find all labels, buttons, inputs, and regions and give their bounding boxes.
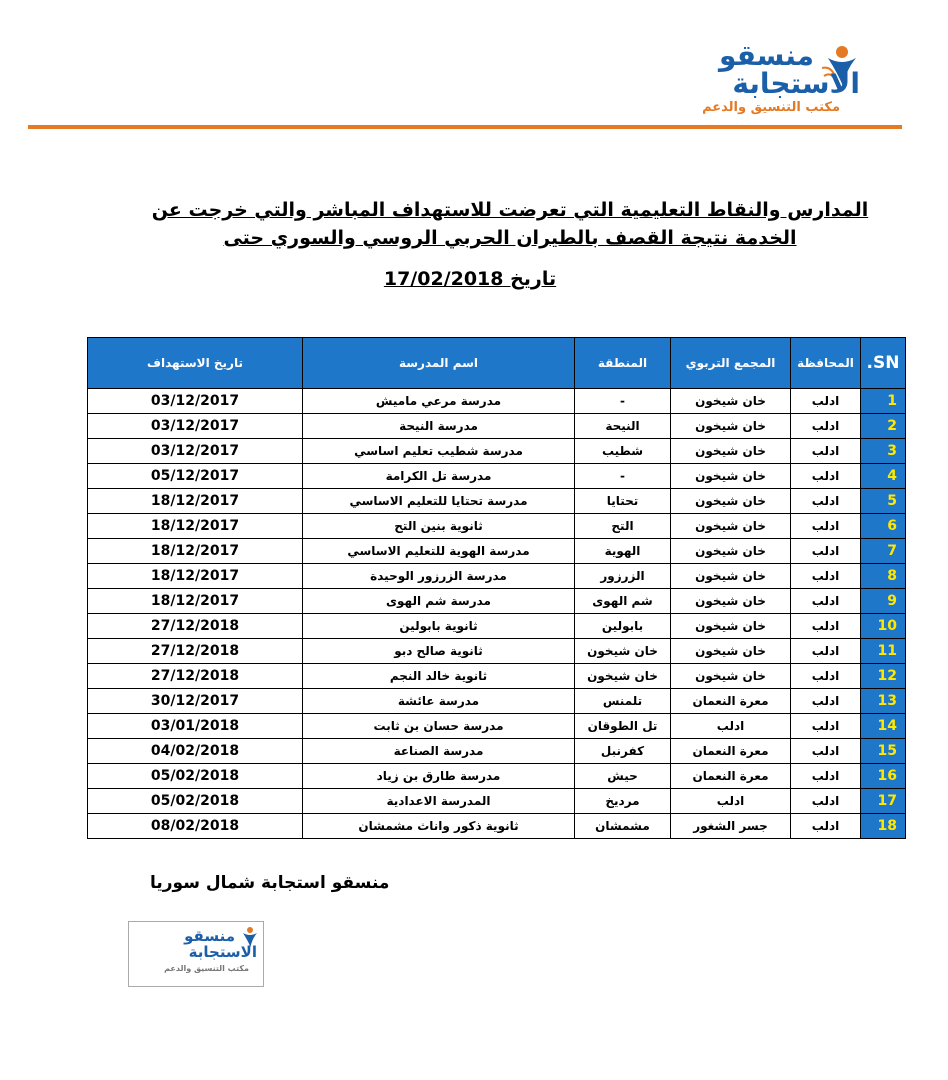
cell-area: كفرنبل: [575, 739, 671, 764]
cell-sn: 12: [861, 664, 906, 689]
cell-complex: خان شيخون: [671, 614, 791, 639]
logo-name-line1: منسقو: [719, 39, 814, 72]
cell-school: ثانوية صالح دبو: [303, 639, 575, 664]
cell-complex: خان شيخون: [671, 564, 791, 589]
cell-date: 05/12/2017: [88, 464, 303, 489]
footer-text: منسقو استجابة شمال سوريا: [150, 873, 390, 893]
cell-sn: 18: [861, 814, 906, 839]
cell-complex: خان شيخون: [671, 414, 791, 439]
cell-date: 18/12/2017: [88, 514, 303, 539]
cell-school: مدرسة الصناعة: [303, 739, 575, 764]
table-row: [88, 414, 906, 439]
cell-governorate: ادلب: [791, 414, 861, 439]
table-row: [88, 664, 906, 689]
cell-area: الهوية: [575, 539, 671, 564]
page-title: [120, 196, 900, 252]
cell-area: تحتايا: [575, 489, 671, 514]
table-row: [88, 514, 906, 539]
cell-complex: خان شيخون: [671, 489, 791, 514]
header-governorate: المحافظة: [791, 338, 861, 389]
cell-sn: 5: [861, 489, 906, 514]
cell-date: 03/01/2018: [88, 714, 303, 739]
logo-subtitle: مكتب التنسيق والدعم: [702, 100, 840, 115]
cell-governorate: ادلب: [791, 639, 861, 664]
cell-area: خان شيخون: [575, 664, 671, 689]
cell-complex: خان شيخون: [671, 639, 791, 664]
table-header-row: [88, 338, 906, 389]
cell-complex: ادلب: [671, 714, 791, 739]
title-line-2: الخدمة نتيجة القصف بالطيران الحربي الروسي والسوري حتى: [223, 227, 797, 249]
cell-area: حيش: [575, 764, 671, 789]
table-row: [88, 614, 906, 639]
cell-governorate: ادلب: [791, 464, 861, 489]
cell-sn: 11: [861, 639, 906, 664]
cell-complex: خان شيخون: [671, 464, 791, 489]
cell-date: 27/12/2018: [88, 639, 303, 664]
table-row: [88, 689, 906, 714]
bottom-logo-name-line2: الاستجابة: [188, 943, 257, 961]
schools-table: [87, 337, 906, 839]
cell-governorate: ادلب: [791, 439, 861, 464]
cell-area: -: [575, 389, 671, 414]
top-logo: [690, 39, 860, 118]
cell-governorate: ادلب: [791, 614, 861, 639]
cell-date: 27/12/2018: [88, 614, 303, 639]
cell-sn: 6: [861, 514, 906, 539]
cell-sn: 14: [861, 714, 906, 739]
table-row: [88, 464, 906, 489]
cell-sn: 4: [861, 464, 906, 489]
cell-area: شم الهوى: [575, 589, 671, 614]
table-row: [88, 739, 906, 764]
title-date-line: تاريخ 17/02/2018: [383, 268, 557, 290]
cell-school: مدرسة حسان بن ثابت: [303, 714, 575, 739]
cell-complex: ادلب: [671, 789, 791, 814]
cell-sn: 15: [861, 739, 906, 764]
cell-sn: 7: [861, 539, 906, 564]
cell-complex: خان شيخون: [671, 439, 791, 464]
bottom-logo-name-line1: منسقو: [184, 927, 235, 945]
cell-school: مدرسة تحتايا للتعليم الاساسي: [303, 489, 575, 514]
cell-date: 30/12/2017: [88, 689, 303, 714]
cell-area: النيحة: [575, 414, 671, 439]
cell-date: 18/12/2017: [88, 589, 303, 614]
cell-governorate: ادلب: [791, 389, 861, 414]
cell-school: ثانوية خالد النجم: [303, 664, 575, 689]
cell-sn: 13: [861, 689, 906, 714]
table-row: [88, 439, 906, 464]
table-row: [88, 489, 906, 514]
cell-date: 03/12/2017: [88, 389, 303, 414]
cell-date: 18/12/2017: [88, 539, 303, 564]
cell-school: مدرسة النيحة: [303, 414, 575, 439]
table-row: [88, 389, 906, 414]
header-complex: المجمع التربوي: [671, 338, 791, 389]
table-row: [88, 639, 906, 664]
cell-area: التح: [575, 514, 671, 539]
cell-governorate: ادلب: [791, 689, 861, 714]
cell-date: 03/12/2017: [88, 439, 303, 464]
title-line-1: المدارس والنقاط التعليمية التي تعرضت للاستهداف المباشر والتي خرجت عن: [151, 199, 869, 221]
cell-area: تلمنس: [575, 689, 671, 714]
cell-school: ثانوية بنين التح: [303, 514, 575, 539]
table-row: [88, 789, 906, 814]
logo-name-line2: الاستجابة: [732, 67, 860, 100]
cell-school: مدرسة الهوية للتعليم الاساسي: [303, 539, 575, 564]
cell-school: مدرسة عائشة: [303, 689, 575, 714]
cell-area: خان شيخون: [575, 639, 671, 664]
cell-date: 27/12/2018: [88, 664, 303, 689]
cell-area: بابولين: [575, 614, 671, 639]
cell-school: مدرسة مرعي ماميش: [303, 389, 575, 414]
table-row: [88, 764, 906, 789]
cell-complex: خان شيخون: [671, 514, 791, 539]
cell-sn: 10: [861, 614, 906, 639]
cell-date: 08/02/2018: [88, 814, 303, 839]
cell-school: ثانوية بابولين: [303, 614, 575, 639]
cell-sn: 9: [861, 589, 906, 614]
cell-complex: معرة النعمان: [671, 739, 791, 764]
table-row: [88, 589, 906, 614]
cell-governorate: ادلب: [791, 714, 861, 739]
cell-governorate: ادلب: [791, 739, 861, 764]
cell-complex: معرة النعمان: [671, 689, 791, 714]
table-row: [88, 714, 906, 739]
cell-area: الزرزور: [575, 564, 671, 589]
cell-governorate: ادلب: [791, 514, 861, 539]
cell-governorate: ادلب: [791, 539, 861, 564]
cell-area: -: [575, 464, 671, 489]
cell-school: مدرسة شطيب تعليم اساسي: [303, 439, 575, 464]
table-row: [88, 539, 906, 564]
table-row: [88, 814, 906, 839]
cell-governorate: ادلب: [791, 814, 861, 839]
header-date: تاريخ الاستهداف: [88, 338, 303, 389]
cell-school: ثانوية ذكور واناث مشمشان: [303, 814, 575, 839]
cell-governorate: ادلب: [791, 489, 861, 514]
cell-date: 18/12/2017: [88, 489, 303, 514]
cell-sn: 17: [861, 789, 906, 814]
cell-sn: 16: [861, 764, 906, 789]
orange-divider: [28, 125, 902, 129]
cell-sn: 3: [861, 439, 906, 464]
cell-governorate: ادلب: [791, 789, 861, 814]
cell-area: شطيب: [575, 439, 671, 464]
cell-date: 05/02/2018: [88, 789, 303, 814]
cell-governorate: ادلب: [791, 564, 861, 589]
header-area: المنطقة: [575, 338, 671, 389]
cell-school: مدرسة طارق بن زياد: [303, 764, 575, 789]
cell-complex: معرة النعمان: [671, 764, 791, 789]
cell-governorate: ادلب: [791, 664, 861, 689]
cell-complex: خان شيخون: [671, 664, 791, 689]
cell-area: مرديخ: [575, 789, 671, 814]
cell-complex: خان شيخون: [671, 389, 791, 414]
header-sn: SN.: [861, 338, 906, 389]
cell-sn: 2: [861, 414, 906, 439]
cell-complex: جسر الشغور: [671, 814, 791, 839]
cell-school: المدرسة الاعدادية: [303, 789, 575, 814]
cell-area: تل الطوقان: [575, 714, 671, 739]
cell-sn: 1: [861, 389, 906, 414]
cell-date: 03/12/2017: [88, 414, 303, 439]
cell-date: 18/12/2017: [88, 564, 303, 589]
cell-school: مدرسة تل الكرامة: [303, 464, 575, 489]
bottom-logo-subtitle: مكتب التنسيق والدعم: [164, 964, 249, 973]
bottom-logo: [128, 921, 264, 987]
cell-school: مدرسة شم الهوى: [303, 589, 575, 614]
cell-area: مشمشان: [575, 814, 671, 839]
cell-school: مدرسة الزرزور الوحيدة: [303, 564, 575, 589]
cell-governorate: ادلب: [791, 764, 861, 789]
cell-complex: خان شيخون: [671, 539, 791, 564]
cell-complex: خان شيخون: [671, 589, 791, 614]
cell-sn: 8: [861, 564, 906, 589]
cell-date: 05/02/2018: [88, 764, 303, 789]
cell-governorate: ادلب: [791, 589, 861, 614]
table-row: [88, 564, 906, 589]
header-school: اسم المدرسة: [303, 338, 575, 389]
cell-date: 04/02/2018: [88, 739, 303, 764]
